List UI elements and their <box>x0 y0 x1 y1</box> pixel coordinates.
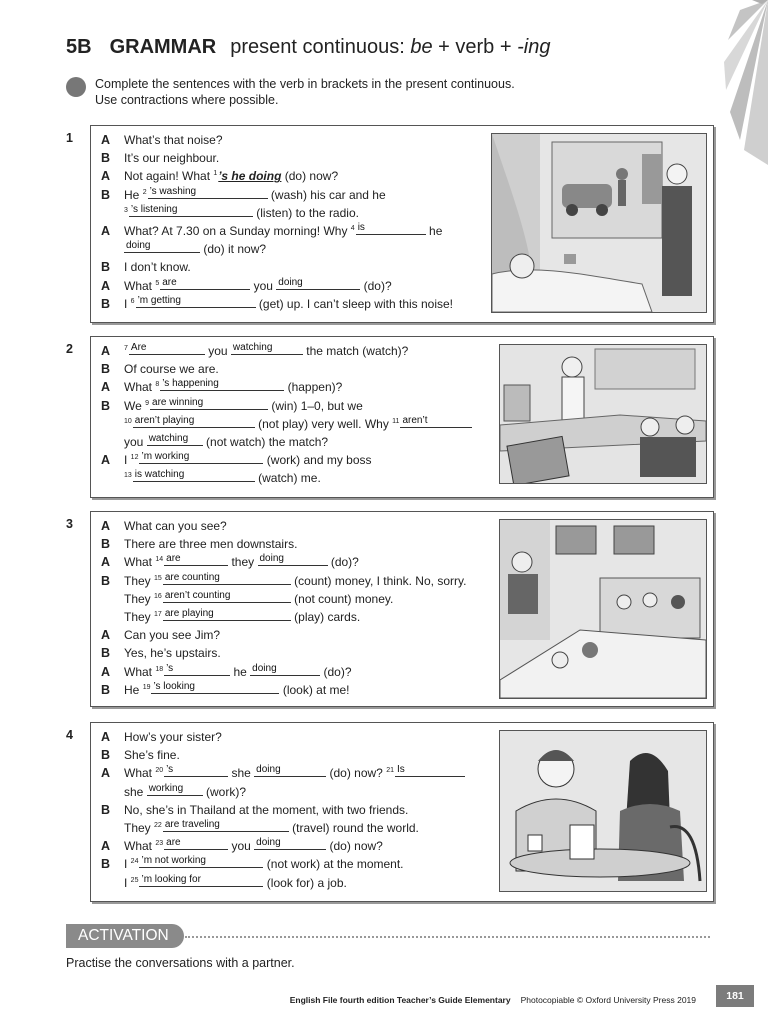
text-fragment: He <box>124 187 143 202</box>
text-fragment: (not play) very well. Why <box>254 416 393 431</box>
answer-blank[interactable] <box>250 663 320 676</box>
speaker-label: B <box>101 151 111 166</box>
line-text <box>124 535 297 553</box>
illustration-couple-cafe <box>499 730 707 892</box>
text-fragment: (look) at me! <box>279 682 350 697</box>
filled-answer: is watching <box>134 469 185 481</box>
answer-blank[interactable] <box>147 433 203 446</box>
line-text <box>124 819 419 837</box>
answer-blank[interactable] <box>254 837 326 850</box>
filled-answer: doing <box>126 240 151 252</box>
speaker-label: A <box>101 766 111 781</box>
gap-number: 20 <box>155 767 164 775</box>
page-number: 181 <box>716 985 754 1007</box>
text-fragment: We <box>124 398 146 413</box>
text-fragment: you <box>124 434 147 449</box>
text-fragment: (do) now? <box>281 169 339 184</box>
gap-number: 13 <box>124 472 132 480</box>
text-fragment: Can you see Jim? <box>124 628 221 643</box>
text-fragment: Yes, he’s upstairs. <box>124 646 221 661</box>
text-fragment: you <box>204 344 231 358</box>
answer-blank[interactable] <box>136 295 256 308</box>
text-fragment: (do) now? <box>326 839 383 854</box>
speaker-label: A <box>101 730 111 744</box>
line-text <box>124 149 219 167</box>
filled-answer: aren’t <box>402 414 428 426</box>
answer-blank[interactable] <box>163 608 291 621</box>
text-fragment: There are three men downstairs. <box>124 537 298 552</box>
answer-blank[interactable] <box>148 186 268 199</box>
text-fragment: they <box>228 555 258 570</box>
answer-blank[interactable] <box>129 342 205 355</box>
gap-number: 24 <box>130 858 139 866</box>
filled-answer: ’m working <box>141 451 190 463</box>
filled-answer: watching <box>148 432 189 444</box>
filled-answer: ’m looking for <box>141 873 201 885</box>
text-fragment: (play) cards. <box>290 609 361 624</box>
text-fragment: I don’t know. <box>124 260 191 275</box>
speaker-label: B <box>101 682 111 697</box>
footer-copyright: Photocopiable © Oxford University Press 2019 <box>520 995 696 1005</box>
filled-answer: ’s looking <box>153 680 195 692</box>
answer-blank[interactable] <box>133 469 255 482</box>
speaker-label: B <box>101 573 111 588</box>
answer-blank[interactable] <box>395 764 465 777</box>
filled-answer: are traveling <box>164 818 220 830</box>
filled-answer: ’s happening <box>162 378 219 390</box>
filled-answer: doing <box>256 837 281 849</box>
corner-stripes-decoration <box>722 0 768 165</box>
text-fragment: (look for) a job. <box>263 875 347 890</box>
speaker-label: B <box>101 537 111 552</box>
text-fragment: (watch) me. <box>254 471 321 486</box>
gap-number: 21 <box>386 767 394 775</box>
answer-blank[interactable] <box>124 240 200 253</box>
gap-number: 18 <box>155 665 164 673</box>
line-text <box>124 240 266 258</box>
gap-number: 4 <box>350 224 355 232</box>
text-fragment: he <box>425 223 443 238</box>
text-fragment: What’s that noise? <box>124 133 223 147</box>
line-text <box>124 728 222 746</box>
text-fragment: (travel) round the world. <box>288 820 419 835</box>
exercise-number-1: 1 <box>66 131 73 145</box>
line-text <box>124 764 465 782</box>
answer-blank[interactable] <box>163 819 289 832</box>
text-fragment: They <box>124 591 155 606</box>
line-text <box>124 553 359 571</box>
filled-answer: doing <box>278 276 303 288</box>
line-text <box>124 342 408 360</box>
text-fragment: How’s your sister? <box>124 730 222 744</box>
line-text <box>124 608 360 626</box>
illustration-neighbour-noise <box>491 133 707 313</box>
exercise-box-1 <box>90 125 714 323</box>
text-fragment: you <box>228 839 255 854</box>
line-text <box>124 167 338 185</box>
text-fragment: (do) it now? <box>200 242 267 257</box>
gap-number: 2 <box>142 188 147 196</box>
text-fragment: What <box>124 555 156 570</box>
line-text <box>124 874 347 892</box>
line-text <box>124 572 466 590</box>
text-fragment: (get) up. I can’t sleep with this noise! <box>255 296 454 311</box>
line-text <box>124 397 363 415</box>
answer-blank[interactable] <box>150 397 268 410</box>
example-answer: ’s he doing <box>218 169 282 184</box>
gap-number: 5 <box>155 279 160 287</box>
line-text <box>124 277 392 295</box>
text-fragment: (do)? <box>360 278 392 293</box>
text-fragment: (happen)? <box>284 380 343 395</box>
activation-text: Practise the conversations with a partner. <box>66 956 295 970</box>
text-fragment: Not again! What <box>124 169 214 184</box>
speaker-label: A <box>101 278 111 293</box>
filled-answer: is <box>357 221 365 233</box>
filled-answer: ’m getting <box>137 294 181 306</box>
text-fragment: (listen) to the radio. <box>252 205 359 220</box>
footer-book-title: English File fourth edition Teacher’s Guide Elementary <box>289 995 511 1005</box>
answer-blank[interactable] <box>163 590 291 603</box>
text-fragment: No, she’s in Thailand at the moment, with two friends. <box>124 802 409 817</box>
activation-label: ACTIVATION <box>66 924 184 948</box>
line-text <box>124 360 219 378</box>
answer-blank[interactable] <box>133 415 255 428</box>
text-fragment: you <box>250 278 277 293</box>
answer-blank[interactable] <box>231 342 303 355</box>
page-title <box>66 36 550 59</box>
text-fragment: What <box>124 278 156 293</box>
text-fragment: Of course we are. <box>124 362 219 377</box>
unit-code: 5B <box>66 36 92 58</box>
gap-number: 12 <box>130 454 139 462</box>
speaker-label: A <box>101 839 111 854</box>
filled-answer: Are <box>130 342 147 353</box>
subtitle-mid: + verb + <box>432 36 518 58</box>
answer-blank[interactable] <box>129 204 253 217</box>
subtitle-be: be <box>410 36 433 58</box>
text-fragment: They <box>124 609 155 624</box>
answer-blank[interactable] <box>164 764 228 777</box>
gap-number: 10 <box>124 417 132 425</box>
answer-blank[interactable] <box>400 415 472 428</box>
illustration-office-football <box>499 344 707 484</box>
filled-answer: are counting <box>164 571 220 583</box>
answer-blank[interactable] <box>139 855 263 868</box>
filled-answer: aren’t counting <box>164 589 231 601</box>
text-fragment: What <box>124 664 156 679</box>
speaker-label: B <box>101 857 111 872</box>
text-fragment: (work)? <box>202 784 247 799</box>
text-fragment: the match (watch)? <box>302 344 409 358</box>
text-fragment: (do) now? <box>326 766 387 781</box>
filled-answer: ’s washing <box>149 185 197 197</box>
text-fragment: she <box>228 766 255 781</box>
text-fragment: They <box>124 820 155 835</box>
text-fragment: What can you see? <box>124 519 227 533</box>
text-fragment: What <box>124 839 156 854</box>
text-fragment: (win) 1–0, but we <box>268 398 363 413</box>
text-fragment: (do)? <box>327 555 359 570</box>
text-fragment: What <box>124 380 156 395</box>
answer-blank[interactable] <box>151 681 279 694</box>
line-text <box>124 517 227 535</box>
exercise-box-2 <box>90 336 714 498</box>
filled-answer: ’m not working <box>141 855 206 867</box>
gap-number: 9 <box>145 399 150 407</box>
activation-divider <box>185 936 710 938</box>
text-fragment: (not count) money. <box>290 591 394 606</box>
exercise-number-2: 2 <box>66 342 73 356</box>
text-fragment: (do)? <box>320 664 352 679</box>
text-fragment: What <box>124 766 156 781</box>
gap-number: 8 <box>155 381 160 389</box>
text-fragment: It’s our neighbour. <box>124 151 220 166</box>
instruction-line-2: Use contractions where possible. <box>95 93 279 107</box>
gap-number: 19 <box>142 683 151 691</box>
line-text <box>124 681 350 699</box>
speaker-label: A <box>101 133 111 147</box>
text-fragment: I <box>124 875 131 890</box>
subtitle-pre: present continuous: <box>230 36 411 58</box>
answer-blank[interactable] <box>147 783 203 796</box>
filled-answer: are <box>162 276 177 288</box>
section-label: GRAMMAR <box>109 36 217 58</box>
line-text <box>124 415 472 433</box>
gap-number: 11 <box>392 417 400 425</box>
line-text <box>124 222 442 240</box>
speaker-label: B <box>101 802 111 817</box>
gap-number: 7 <box>124 345 128 352</box>
text-fragment: He <box>124 682 143 697</box>
speaker-label: A <box>101 223 111 238</box>
gap-number: 17 <box>154 610 162 618</box>
filled-answer: are winning <box>152 396 204 408</box>
speaker-label: B <box>101 296 111 311</box>
text-fragment: I <box>124 296 131 311</box>
gap-number: 23 <box>155 840 164 848</box>
line-text <box>124 783 246 801</box>
answer-blank[interactable] <box>139 874 263 887</box>
line-text <box>124 131 223 149</box>
text-fragment: (not work) at the moment. <box>263 857 404 872</box>
speaker-label: B <box>101 748 111 763</box>
line-text <box>124 855 404 873</box>
answer-blank[interactable] <box>139 451 263 464</box>
answer-blank[interactable] <box>164 663 230 676</box>
line-text <box>124 186 386 204</box>
line-text <box>124 258 191 276</box>
filled-answer: are playing <box>164 607 214 619</box>
text-fragment: (not watch) the match? <box>202 434 329 449</box>
answer-blank[interactable] <box>164 837 228 850</box>
line-text <box>124 626 220 644</box>
filled-answer: doing <box>256 764 281 776</box>
text-fragment: (count) money, I think. No, sorry. <box>290 573 467 588</box>
text-fragment: I <box>124 857 131 872</box>
speaker-label: A <box>101 519 111 533</box>
filled-answer: Is <box>396 764 405 776</box>
filled-answer: watching <box>232 342 273 353</box>
speaker-label: B <box>101 187 111 202</box>
text-fragment: What? At 7.30 on a Sunday morning! Why <box>124 223 351 238</box>
gap-number: 1 <box>213 170 218 178</box>
gap-number: 14 <box>155 556 164 564</box>
line-text <box>124 378 342 396</box>
subtitle-ing: -ing <box>517 36 551 58</box>
filled-answer: aren’t playing <box>134 414 195 426</box>
filled-answer: working <box>148 782 184 794</box>
speaker-label: A <box>101 628 111 643</box>
line-text <box>124 204 359 222</box>
exercise-number-4: 4 <box>66 728 73 742</box>
instruction-bullet-icon <box>66 77 86 97</box>
line-text <box>124 644 221 662</box>
text-fragment: (wash) his car and he <box>267 187 386 202</box>
gap-number: 3 <box>124 206 128 214</box>
instruction-line-1: Complete the sentences with the verb in brackets in the present continuous. <box>95 77 515 91</box>
filled-answer: are <box>166 553 181 565</box>
illustration-men-counting-money <box>499 519 707 699</box>
answer-blank[interactable] <box>160 277 250 290</box>
instructions <box>95 76 615 108</box>
speaker-label: A <box>101 664 111 679</box>
answer-blank[interactable] <box>356 222 426 235</box>
line-text <box>124 295 453 313</box>
gap-number: 15 <box>154 574 162 582</box>
speaker-label: B <box>101 362 111 377</box>
exercise-number-3: 3 <box>66 517 73 531</box>
line-text <box>124 590 393 608</box>
gap-number: 16 <box>154 592 162 600</box>
gap-number: 6 <box>130 297 135 305</box>
speaker-label: B <box>101 646 111 661</box>
answer-blank[interactable] <box>160 378 284 391</box>
line-text <box>124 746 180 764</box>
speaker-label: B <box>101 398 111 413</box>
line-text <box>124 801 408 819</box>
gap-number: 25 <box>130 876 139 884</box>
speaker-label: A <box>101 380 111 395</box>
line-text <box>124 663 352 681</box>
answer-blank[interactable] <box>164 553 228 566</box>
filled-answer: are <box>166 837 181 849</box>
speaker-label: A <box>101 169 111 184</box>
answer-blank[interactable] <box>254 764 326 777</box>
answer-blank[interactable] <box>163 572 291 585</box>
filled-answer: doing <box>252 662 277 674</box>
line-text <box>124 433 328 451</box>
line-text <box>124 469 321 487</box>
speaker-label: A <box>101 453 111 468</box>
speaker-label: A <box>101 555 111 570</box>
speaker-label: B <box>101 260 111 275</box>
text-fragment: he <box>230 664 251 679</box>
answer-blank[interactable] <box>276 277 360 290</box>
line-text <box>124 451 372 469</box>
filled-answer: ’s <box>166 764 174 776</box>
text-fragment: she <box>124 784 147 799</box>
filled-answer: ’s listening <box>130 203 178 215</box>
text-fragment: They <box>124 573 155 588</box>
speaker-label: A <box>101 344 111 358</box>
footer <box>290 995 696 1005</box>
gap-number: 22 <box>154 821 162 829</box>
line-text <box>124 837 383 855</box>
filled-answer: doing <box>259 553 284 565</box>
text-fragment: She’s fine. <box>124 748 180 763</box>
answer-blank[interactable] <box>258 553 328 566</box>
exercise-box-4 <box>90 722 714 902</box>
exercise-box-3 <box>90 511 714 707</box>
filled-answer: ’s <box>166 662 174 674</box>
text-fragment: (work) and my boss <box>263 453 372 468</box>
text-fragment: I <box>124 453 131 468</box>
